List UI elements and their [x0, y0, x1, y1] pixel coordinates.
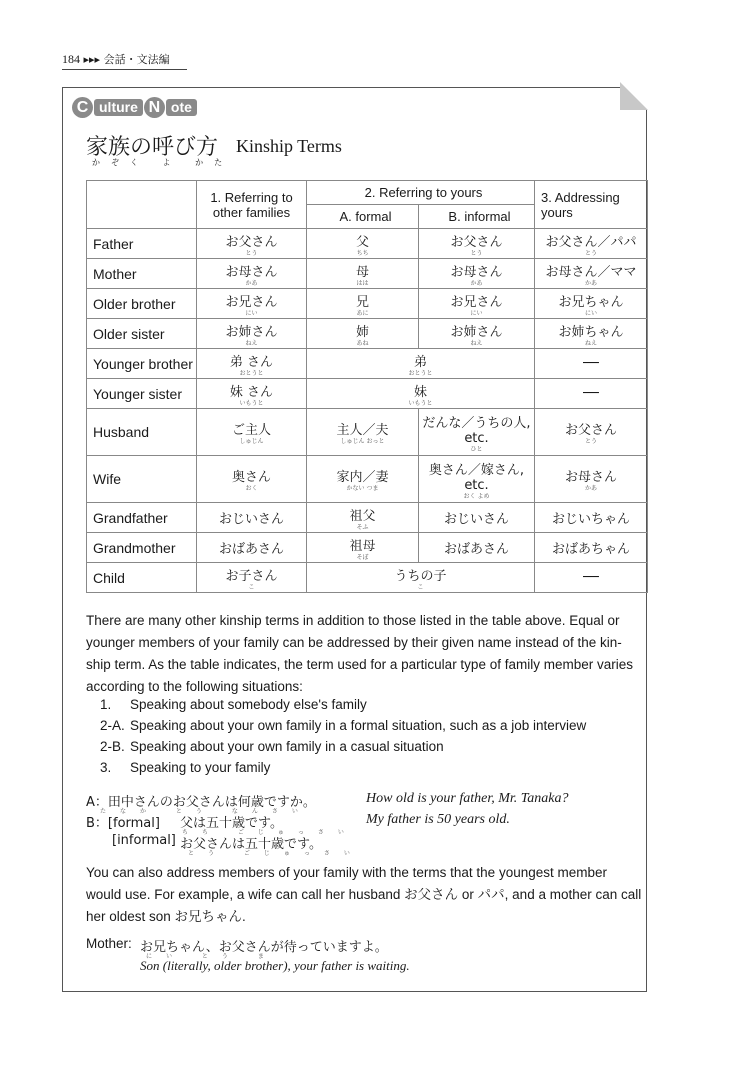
table-cell: お父さん とう [535, 409, 648, 456]
table-cell: ── [535, 379, 648, 409]
list-item: 3. Speaking to your family [100, 760, 271, 775]
table-cell: Younger brother [87, 349, 197, 379]
table-cell: ── [535, 563, 648, 593]
table-cell: お母さん／ママ かあ [535, 259, 648, 289]
example-b-en: My father is 50 years old. [366, 812, 510, 827]
title-ruby: かぞく よ かた [92, 158, 234, 167]
example-a-en: How old is your father, Mr. Tanaka? [366, 791, 569, 806]
paragraph-1: There are many other kinship terms in addition to those listed in the table above. Equal or younger members of your family can be addressed by their given name instead of the kin-ship term. As the table indicates, the term used for a particular type of family member varies according to the following situations: [86, 613, 633, 694]
mother-ruby: にい とう ま [146, 953, 278, 960]
table-cell: お父さん とう [419, 229, 535, 259]
table-cell: お兄ちゃん にい [535, 289, 648, 319]
header-col3: 3. Addressing yours [535, 181, 648, 229]
example-a-jp: A：田中さんのお父さんは何歳ですか。 [86, 795, 316, 810]
table-cell: Older sister [87, 319, 197, 349]
table-row [87, 259, 648, 289]
table-cell: Husband [87, 409, 197, 456]
table-cell: お子さん こ [197, 563, 307, 593]
table-cell: お父さん とう [197, 229, 307, 259]
culture-note-badge [72, 97, 198, 118]
table-cell: 家内／妻 かない つま [307, 456, 419, 503]
example-b2-ruby: とう ごじゅっさい [188, 850, 364, 857]
table-cell: 父 ちち [307, 229, 419, 259]
mother-en: Son (literally, older brother), your father is waiting. [140, 958, 410, 973]
mother-jp: お兄ちゃん、お父さんが待っていますよ。 [140, 940, 388, 955]
badge-ote: ote [166, 99, 197, 116]
badge-ulture: ulture [94, 99, 143, 116]
table-cell: ── [535, 349, 648, 379]
table-cell: 祖父 そふ [307, 503, 419, 533]
table-cell: おばあちゃん [535, 533, 648, 563]
table-cell: お母さん かあ [535, 456, 648, 503]
table-row [87, 349, 648, 379]
badge-c: C [72, 97, 93, 118]
section-title: 会話・文法編 [103, 53, 170, 66]
table-cell: お母さん かあ [197, 259, 307, 289]
paragraph-2: You can also address members of your family with the terms that the youngest member would use. For example, a wife can call her husband お父さん or パパ, and a mother can call her oldest son お兄ちゃん. [86, 865, 642, 924]
table-cell: 妹 いもうと [307, 379, 535, 409]
table-row [87, 503, 648, 533]
table-cell: おじいさん [197, 503, 307, 533]
example-b2-label: [informal] [112, 833, 176, 848]
table-cell: ご主人 しゅじん [197, 409, 307, 456]
mother-label: Mother: [86, 936, 132, 951]
table-cell: 弟 おとうと [307, 349, 535, 379]
running-header [62, 51, 187, 70]
table-cell: Grandfather [87, 503, 197, 533]
table-cell: 弟 さん おとうと [197, 349, 307, 379]
example-b-ruby: ちち ごじゅっさい [182, 829, 358, 836]
table-cell: お父さん／パパ とう [535, 229, 648, 259]
table-cell: お兄さん にい [197, 289, 307, 319]
table-row [87, 533, 648, 563]
table-cell: 母 はは [307, 259, 419, 289]
table-cell: おじいちゃん [535, 503, 648, 533]
title-en: Kinship Terms [236, 136, 342, 156]
table-cell: 兄 あに [307, 289, 419, 319]
page-number: 184 [62, 52, 80, 66]
list-item: 2-A. Speaking about your own family in a formal situation, such as a job interview [100, 718, 587, 733]
page-fold-corner [620, 82, 648, 110]
title-jp: 家族の呼び方 [86, 135, 219, 160]
table-cell: Child [87, 563, 197, 593]
table-row [87, 456, 648, 503]
table-row [87, 229, 648, 259]
table-cell: 奥さん／嫁さん, etc. おく よめ [419, 456, 535, 503]
header-col2: 2. Referring to yours [307, 181, 535, 205]
example-a-ruby: たなか とう なんさい [100, 808, 312, 815]
table-cell: 祖母 そぼ [307, 533, 419, 563]
table-cell: うちの子 こ [307, 563, 535, 593]
badge-n: N [144, 97, 165, 118]
table-cell: 妹 さん いもうと [197, 379, 307, 409]
table-cell: お兄さん にい [419, 289, 535, 319]
table-cell: お母さん かあ [419, 259, 535, 289]
kinship-table [86, 180, 648, 593]
example-b-label: B：[formal] [86, 816, 160, 831]
table-row [87, 319, 648, 349]
list-item: 2-B. Speaking about your own family in a casual situation [100, 739, 444, 754]
table-cell: お姉ちゃん ねえ [535, 319, 648, 349]
table-cell: おじいさん [419, 503, 535, 533]
table-cell: だんな／うちの人, etc. ひと [419, 409, 535, 456]
table-cell: Wife [87, 456, 197, 503]
situation-list [100, 694, 586, 778]
table-row [87, 563, 648, 593]
example-b2-jp: お父さんは五十歳です。 [180, 837, 322, 852]
header-col1: 1. Referring to other families [197, 181, 307, 229]
table-cell: 主人／夫 しゅじん おっと [307, 409, 419, 456]
table-cell: Mother [87, 259, 197, 289]
table-cell: おばあさん [419, 533, 535, 563]
arrows: ▸▸▸ [83, 53, 101, 66]
table-cell: Younger sister [87, 379, 197, 409]
table-row [87, 379, 648, 409]
table-row [87, 289, 648, 319]
table-cell: お姉さん ねえ [419, 319, 535, 349]
header-col2a: A. formal [307, 205, 419, 229]
table-cell: Older brother [87, 289, 197, 319]
header-empty [87, 181, 197, 229]
table-cell: お姉さん ねえ [197, 319, 307, 349]
table-row [87, 409, 648, 456]
header-col2b: B. informal [419, 205, 535, 229]
table-cell: Father [87, 229, 197, 259]
example-b-jp: 父は五十歳です。 [180, 816, 283, 831]
table-cell: Grandmother [87, 533, 197, 563]
list-item: 1. Speaking about somebody else's family [100, 697, 367, 712]
table-cell: 奥さん おく [197, 456, 307, 503]
table-cell: 姉 あね [307, 319, 419, 349]
table-cell: おばあさん [197, 533, 307, 563]
